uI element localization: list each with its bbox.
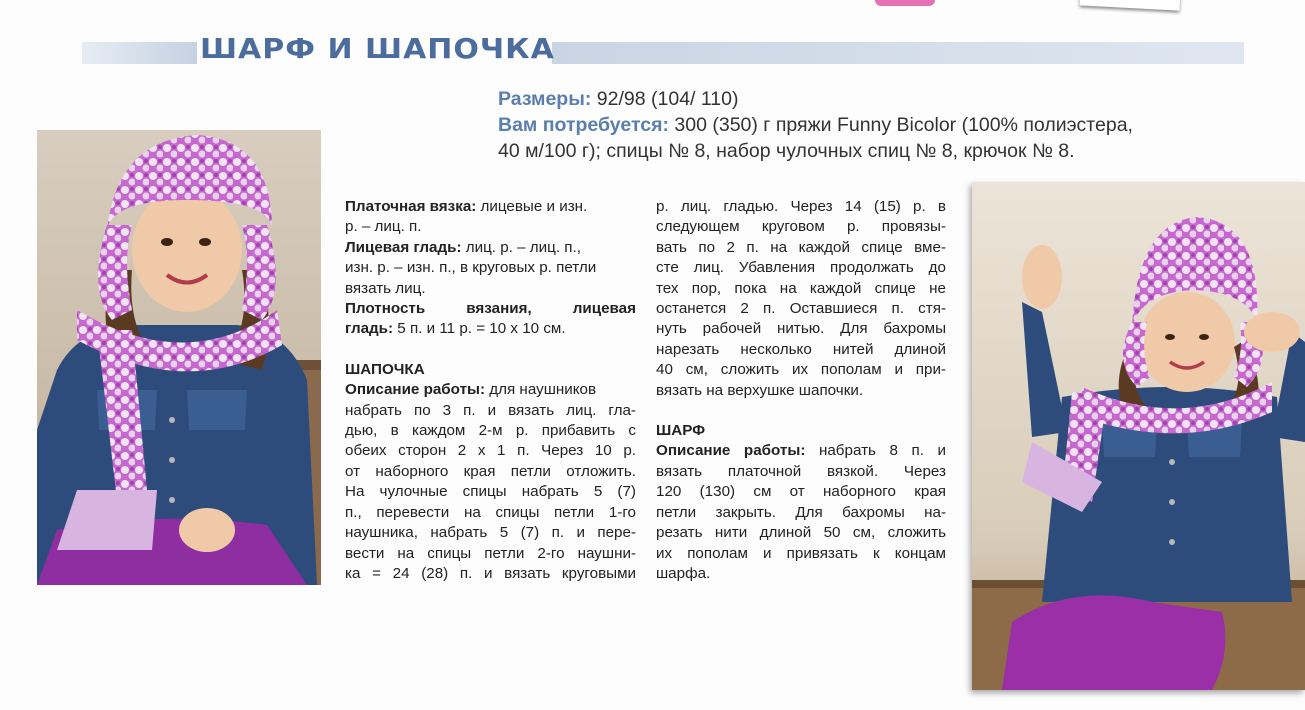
scarf-text-1: набрать 8 п. и bbox=[805, 442, 947, 460]
gauge-text: 5 п. и 11 р. = 10 х 10 см. bbox=[393, 320, 566, 338]
hat-cont-line4: сте лиц. Убавления продолжать до bbox=[656, 259, 946, 277]
knit2-text: лиц. р. – лиц. п., bbox=[461, 238, 581, 256]
hat-cont-line3: вать по 2 п. на каждой спице вме- bbox=[656, 238, 946, 256]
hat-cont-line10: вязать на верхушке шапочки. bbox=[656, 381, 864, 399]
hat-cont-line7: нуть рабочей нитью. Для бахромы bbox=[656, 320, 946, 338]
hat-line9: вести на спицы петли 2-го наушни- bbox=[345, 544, 636, 562]
paper-card-decoration bbox=[1080, 0, 1181, 11]
scarf-line2: вязать платочной вязкой. Через bbox=[656, 462, 946, 480]
photo-girl-sitting bbox=[37, 130, 321, 585]
knit2-line3: вязать лиц. bbox=[345, 279, 426, 297]
hat-line6: На чулочные спицы набрать 5 (7) bbox=[345, 483, 636, 501]
hat-cont-line8: нарезать несколько нитей длиной bbox=[656, 340, 946, 358]
gauge-line2 bbox=[345, 319, 636, 339]
page-title: ШАРФ И ШАПОЧКА bbox=[200, 33, 555, 66]
text-column-right bbox=[656, 197, 946, 584]
hat-line8: наушника, набрать 5 (7) п. и пере- bbox=[345, 524, 636, 542]
scarf-line5: резать нити длиной 50 см, сложить bbox=[656, 524, 946, 542]
knit1-label: Платочная вязка: bbox=[345, 198, 477, 215]
knit1-line2: р. – лиц. п. bbox=[345, 218, 422, 236]
pattern-info bbox=[498, 86, 1133, 164]
knit2-label: Лицевая гладь: bbox=[345, 238, 462, 256]
knit1-line1 bbox=[345, 197, 636, 217]
scarf-heading bbox=[656, 421, 946, 441]
hat-heading-text: ШАПОЧКА bbox=[345, 360, 425, 378]
sizes-line bbox=[498, 86, 1133, 112]
title-band-right bbox=[552, 42, 1244, 64]
scarf-line6: их пополам и привязать к концам bbox=[656, 544, 946, 562]
scarf-line1 bbox=[656, 441, 946, 461]
gauge-label-2: гладь: bbox=[345, 320, 394, 338]
hat-heading bbox=[345, 360, 636, 380]
hat-cont-line2: следующем круговом р. провязы- bbox=[656, 218, 946, 236]
magenta-page-decoration bbox=[875, 0, 935, 6]
knit2-line1 bbox=[345, 238, 636, 258]
knit2-line2: изн. р. – изн. п., в круговых р. петли bbox=[345, 259, 597, 277]
scarf-desc-label: Описание работы: bbox=[656, 442, 806, 460]
knit1-text: лицевые и изн. bbox=[476, 198, 588, 215]
photo-girl-waving-illustration bbox=[972, 182, 1305, 690]
hat-text-1: для наушников bbox=[485, 381, 597, 399]
hat-cont-line6: останется 2 п. Оставшиеся п. стя- bbox=[656, 300, 946, 318]
scarf-heading-text: ШАРФ bbox=[656, 422, 706, 440]
scarf-line7: шарфа. bbox=[656, 564, 711, 582]
materials-value: 300 (350) г пряжи Funny Bicolor (100% полиэстера, bbox=[669, 114, 1133, 136]
title-band-left bbox=[82, 42, 197, 64]
hat-line10: ка = 24 (28) п. и вязать круговыми bbox=[345, 564, 636, 582]
sizes-label: Размеры: bbox=[498, 88, 592, 110]
text-column-left bbox=[345, 197, 636, 584]
photo-girl-waving bbox=[972, 182, 1305, 690]
hat-cont-line5: тех пор, пока на каждой спице не bbox=[656, 279, 946, 297]
sizes-value: 92/98 (104/ 110) bbox=[591, 88, 739, 110]
scarf-line4: петли закрыть. Для бахромы на- bbox=[656, 503, 946, 521]
scarf-line3: 120 (130) см от наборного края bbox=[656, 483, 946, 501]
materials-line bbox=[498, 112, 1133, 138]
materials-line-2: 40 м/100 г); спицы № 8, набор чулочных спиц № 8, крючок № 8. bbox=[498, 140, 1075, 162]
hat-line5: от наборного края петли отложить. bbox=[345, 462, 636, 480]
hat-line7: п., перевести на спицы петли 1-го bbox=[345, 503, 636, 521]
gauge-label: Плотность вязания, лицевая bbox=[345, 300, 636, 318]
hat-line1 bbox=[345, 380, 636, 400]
hat-cont-line9: 40 см, сложить их пополам и при- bbox=[656, 361, 946, 379]
materials-label: Вам потребуется: bbox=[498, 114, 669, 136]
hat-line3: дью, в каждом 2-м р. прибавить с bbox=[345, 422, 636, 440]
photo-girl-sitting-illustration bbox=[37, 130, 321, 585]
hat-desc-label: Описание работы: bbox=[345, 381, 486, 399]
gauge-line1 bbox=[345, 299, 636, 319]
hat-line4: обеих сторон 2 х 1 п. Через 10 р. bbox=[345, 442, 636, 460]
hat-cont-line1: р. лиц. гладью. Через 14 (15) р. в bbox=[656, 198, 946, 215]
hat-line2: набрать по 3 п. и вязать лиц. гла- bbox=[345, 401, 636, 419]
